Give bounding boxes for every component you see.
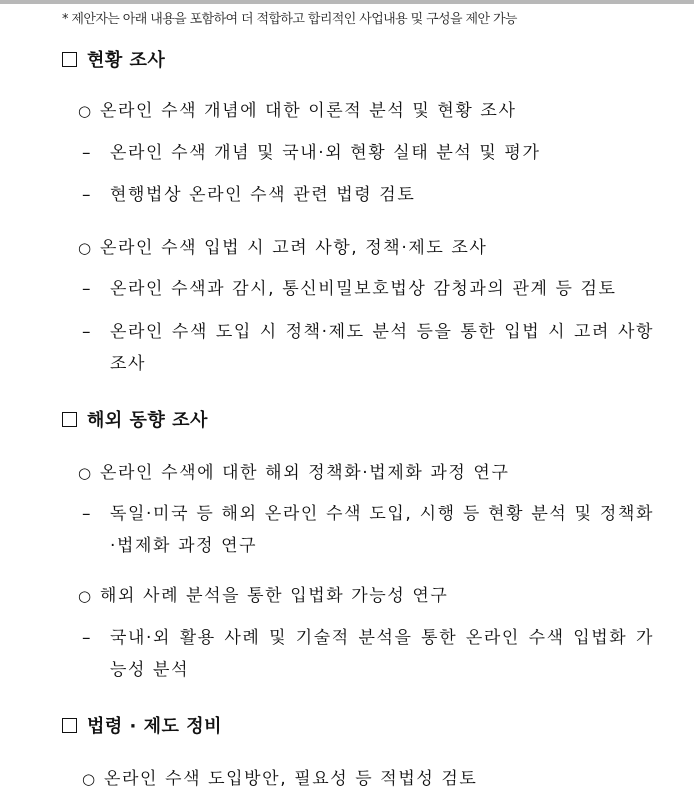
sub-item-text: 독일·미국 등 해외 온라인 수색 도입, 시행 등 현황 분석 및 정책화·법제화 과정 연구: [110, 504, 654, 556]
checkbox-square-icon: [62, 412, 77, 427]
item-text: 온라인 수색 입법 시 고려 사항, 정책·제도 조사: [100, 238, 488, 258]
dash-bullet-icon: –: [82, 628, 91, 648]
item-line: [78, 233, 487, 258]
sub-item: [82, 273, 654, 305]
sub-item-text: 온라인 수색과 감시, 통신비밀보호법상 감청과의 관계 등 검토: [110, 279, 617, 299]
sub-item-text: 현행법상 온라인 수색 관련 법령 검토: [110, 185, 416, 205]
sub-item: [82, 622, 654, 686]
item-line: [78, 96, 516, 121]
circle-bullet-icon: ○: [78, 587, 93, 605]
circle-bullet-icon: ○: [78, 102, 93, 120]
dash-bullet-icon: –: [82, 279, 91, 299]
circle-bullet-icon: ○: [78, 239, 93, 257]
sub-item-text: 온라인 수색 개념 및 국내·외 현황 실태 분석 및 평가: [110, 143, 541, 163]
item-text: 온라인 수색 개념에 대한 이론적 분석 및 현황 조사: [100, 101, 517, 121]
item-text: 해외 사례 분석을 통한 입법화 가능성 연구: [100, 586, 449, 606]
top-border: [0, 0, 694, 4]
item-text: 온라인 수색 도입방안, 필요성 등 적법성 검토: [104, 769, 478, 789]
section-heading-law: [62, 712, 222, 738]
sub-item: [82, 137, 654, 169]
dash-bullet-icon: –: [82, 504, 91, 524]
item-line: [78, 581, 448, 606]
section-heading-status: [62, 46, 165, 72]
sub-item-text: 국내·외 활용 사례 및 기술적 분석을 통한 온라인 수색 입법화 가능성 분석: [110, 628, 654, 680]
item-line: [78, 458, 509, 483]
sub-item: [82, 179, 654, 211]
dash-bullet-icon: –: [82, 185, 91, 205]
dash-bullet-icon: –: [82, 322, 91, 342]
circle-bullet-icon: ○: [82, 770, 97, 788]
item-text: 온라인 수색에 대한 해외 정책화·법제화 과정 연구: [100, 463, 510, 483]
section-title: 법령 · 제도 정비: [87, 716, 222, 737]
sub-item-text: 온라인 수색 도입 시 정책·제도 분석 등을 통한 입법 시 고려 사항 조사: [110, 322, 654, 374]
section-title: 해외 동향 조사: [87, 410, 208, 431]
dash-bullet-icon: –: [82, 143, 91, 163]
sub-item: [82, 498, 654, 562]
checkbox-square-icon: [62, 52, 77, 67]
proposal-note: * 제안자는 아래 내용을 포함하여 더 적합하고 합리적인 사업내용 및 구성을 제안 가능: [62, 12, 517, 27]
section-heading-overseas: [62, 406, 208, 432]
sub-item: [82, 316, 654, 380]
section-title: 현황 조사: [87, 50, 166, 71]
circle-bullet-icon: ○: [78, 464, 93, 482]
item-line: [82, 764, 477, 789]
checkbox-square-icon: [62, 718, 77, 733]
